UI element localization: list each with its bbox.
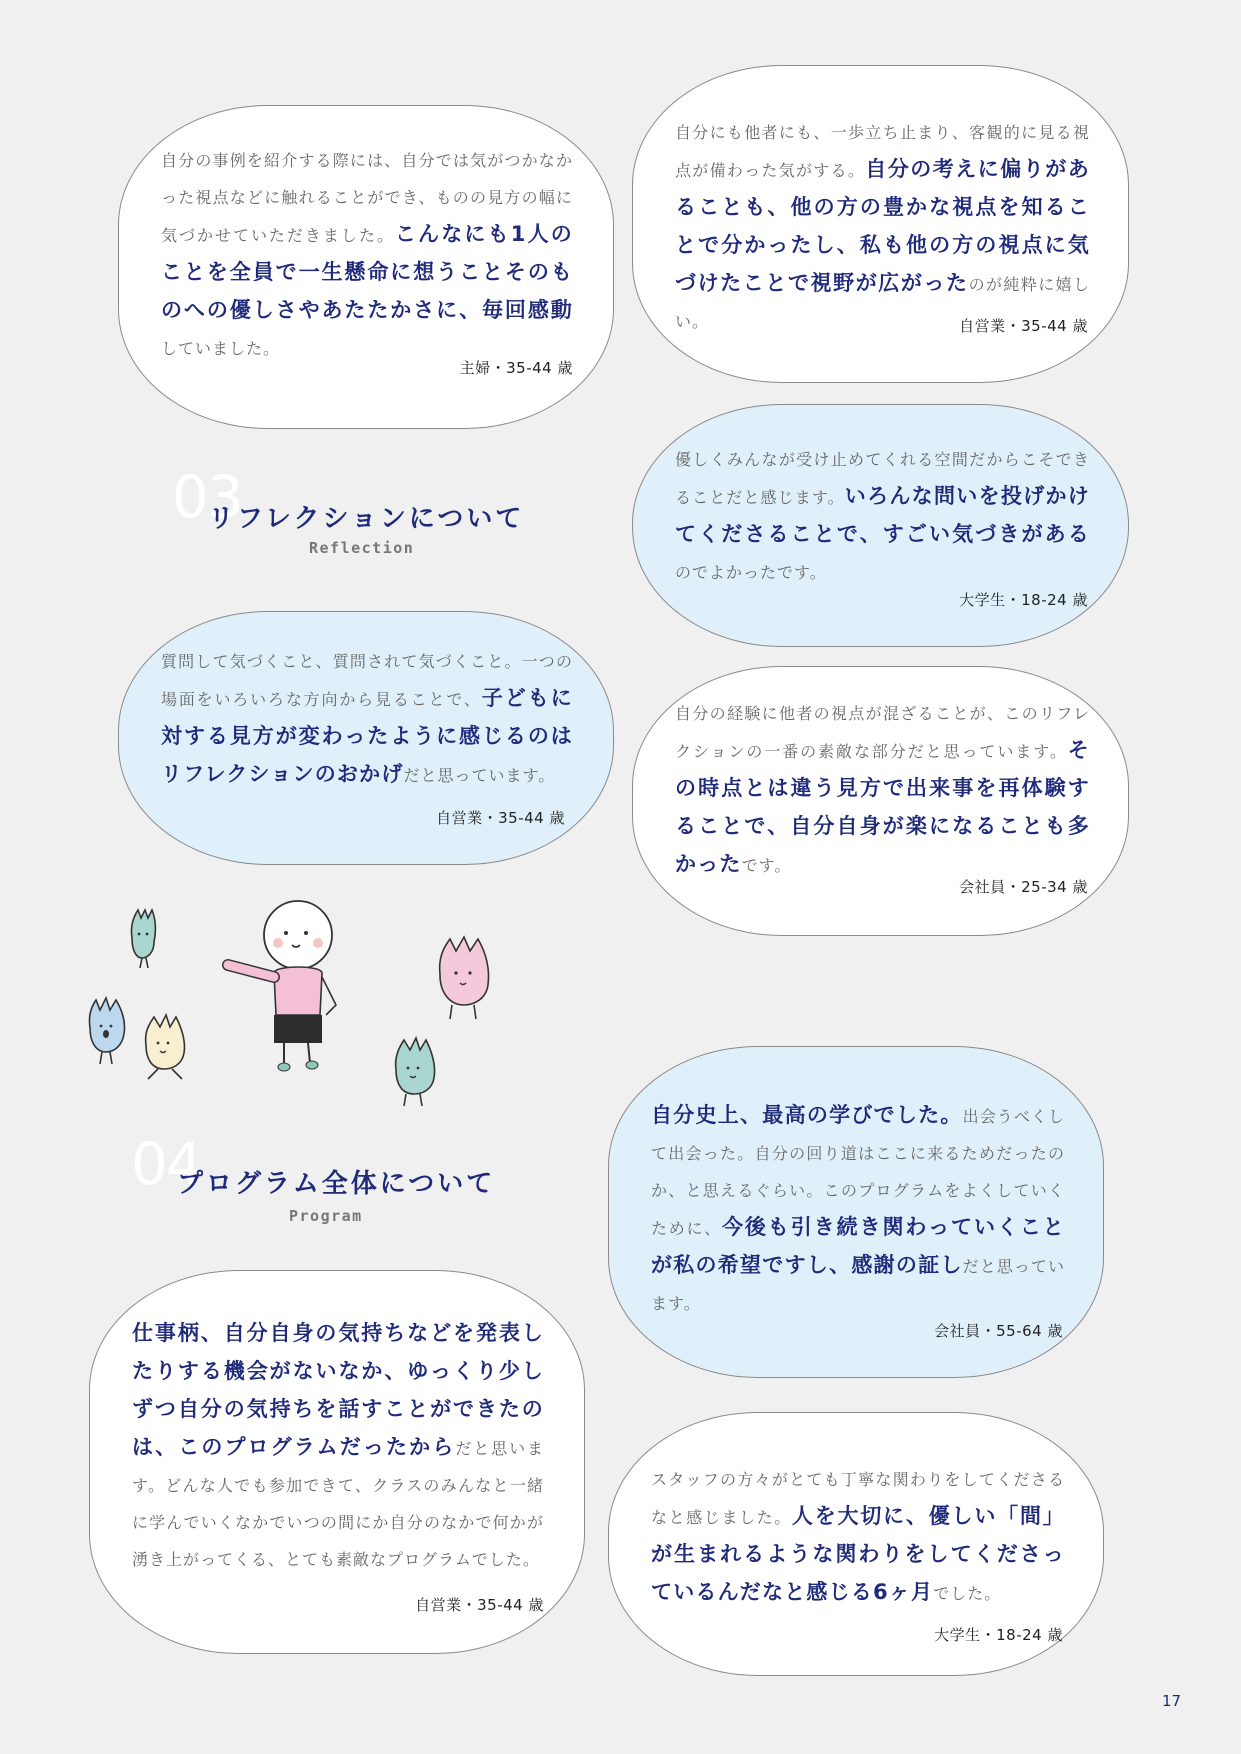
- comment-text: 自分史上、最高の学びでした。出会うべくして出会った。自分の回り道はここに来るためだったのか、と思えるぐらい。このプログラムをよくしていくために、今後も引き続き関わっていくことが私の希望ですし、感謝の証しだと思っています。: [651, 1103, 1065, 1313]
- comment-bubble-8: [608, 1412, 1104, 1676]
- section-title: プログラム全体について: [177, 1169, 496, 1199]
- comment-text: 優しくみんなが受け止めてくれる空間だからこそできることだと感じます。いろんな問いを投げかけてくださることで、すごい気づきがあるのでよかったです。: [675, 450, 1090, 582]
- comment-text: 自分にも他者にも、一歩立ち止まり、客観的に見る視点が備わった気がする。自分の考えに偏りがあることも、他の方の豊かな視点を知ることで分かったし、私も他の方の視点に気づけたことで視野が広がったのが純粋に嬉しい。: [675, 123, 1091, 331]
- section-number: 03: [172, 463, 242, 531]
- comment-bubble-1: [118, 105, 614, 429]
- comment-bubble-7: [89, 1270, 585, 1654]
- commenter-attribute: 自営業・35-44 歳: [959, 317, 1088, 335]
- comment-text: 自分の経験に他者の視点が混ざることが、このリフレクションの一番の素敵な部分だと思っています。その時点とは違う見方で出来事を再体験することで、自分自身が楽になることも多かったです。: [675, 704, 1090, 876]
- green-creature-icon: [396, 1038, 435, 1106]
- commenter-attribute: 自営業・35-44 歳: [415, 1596, 544, 1614]
- comment-text: 仕事柄、自分自身の気持ちなどを発表したりする機会がないなか、ゆっくり少しずつ自分の気持ちを話すことができたのは、このプログラムだったからだと思います。どんな人でも参加できて、クラスのみんなと一緒に学んでいくなかでいつの間にか自分のなかで何かが湧き上がってくる、とても素敵なプログラムでした。: [132, 1321, 544, 1569]
- yellow-creature-icon: [146, 1015, 185, 1079]
- child-icon: [228, 901, 336, 1071]
- commenter-attribute: 会社員・55-64 歳: [934, 1322, 1063, 1340]
- comment-bubble-6: [608, 1046, 1104, 1378]
- section-number: 04: [131, 1130, 201, 1198]
- illustration: [78, 895, 508, 1120]
- commenter-attribute: 大学生・18-24 歳: [959, 591, 1088, 609]
- commenter-attribute: 大学生・18-24 歳: [934, 1626, 1063, 1644]
- section-subtitle: Program: [289, 1207, 363, 1225]
- comment-text: 質問して気づくこと、質問されて気づくこと。一つの場面をいろいろな方向から見ることで、子どもに対する見方が変わったように感じるのはリフレクションのおかげだと思っています。: [161, 652, 573, 786]
- comment-text: 自分の事例を紹介する際には、自分では気がつかなかった視点などに触れることができ、ものの見方の幅に気づかせていただきました。こんなにも1人のことを全員で一生懸命に想うことそのものへの優しさやあたたかさに、毎回感動していました。: [161, 151, 573, 358]
- comment-bubble-4: [118, 611, 614, 865]
- commenter-attribute: 主婦・35-44 歳: [459, 359, 573, 377]
- comment-bubble-3: [632, 404, 1129, 647]
- pink-creature-icon: [440, 937, 489, 1019]
- comment-bubble-5: [632, 666, 1129, 936]
- commenter-attribute: 会社員・25-34 歳: [959, 878, 1088, 896]
- section-title: リフレクションについて: [208, 504, 525, 534]
- page-number: 17: [1162, 1692, 1182, 1710]
- comment-bubble-2: [632, 65, 1129, 383]
- comment-text: スタッフの方々がとても丁寧な関わりをしてくださるなと感じました。人を大切に、優しい「間」が生まれるような関わりをしてくださっているんだなと感じる6ヶ月でした。: [651, 1470, 1065, 1604]
- blue-creature-icon: [89, 998, 124, 1064]
- section-subtitle: Reflection: [309, 539, 415, 557]
- green-creature-icon: [131, 910, 155, 968]
- commenter-attribute: 自営業・35-44 歳: [436, 809, 565, 827]
